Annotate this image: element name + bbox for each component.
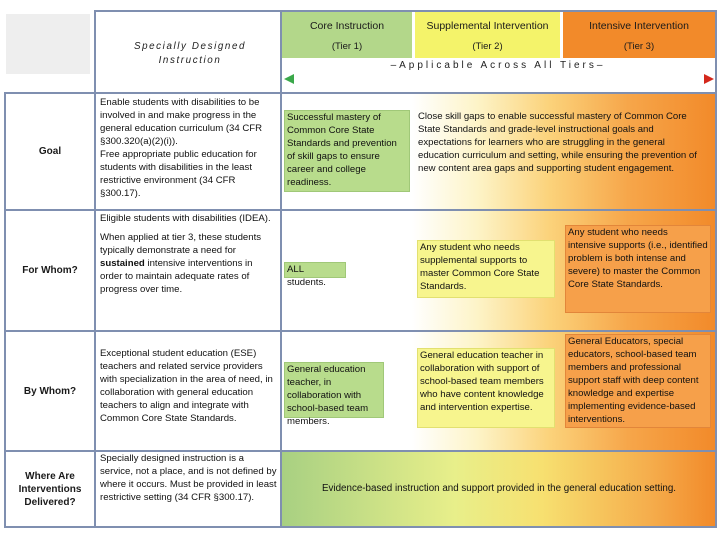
grid-line <box>4 209 717 211</box>
for-whom-sdi-tier3-pre: When applied at tier 3, these students typically demonstrate a need for <box>100 231 262 256</box>
row-label-by-whom: By Whom? <box>23 385 77 397</box>
corner-decor <box>6 14 90 74</box>
by-whom-tier2-box: General education teacher in collaboration with support of school-based team members who have content knowledge and intervention expertise. <box>417 348 555 428</box>
for-whom-tier2-box: Any student who needs supplemental supports to master Common Core State Standards. <box>417 240 555 298</box>
for-whom-tier1-box: ALL students. <box>284 262 346 278</box>
grid-line <box>4 526 717 528</box>
for-whom-sdi-tier3 <box>100 232 276 297</box>
for-whom-tier3-box: Any student who needs intensive supports (i.e., identified problem is both intense and severe) to master the Common Core State Standards. <box>565 225 711 313</box>
grid-line <box>94 10 717 12</box>
tier1-header <box>282 20 412 52</box>
grid-line <box>4 330 717 332</box>
tier3-label: (Tier 3) <box>623 41 655 52</box>
grid-line <box>4 92 717 94</box>
by-whom-tier1-box: General education teacher, in collaboration with school-based team members. <box>284 362 384 418</box>
grid-line <box>4 450 717 452</box>
for-whom-sdi-tier3-bold: sustained <box>100 257 145 269</box>
row-label-for-whom: For Whom? <box>22 265 78 276</box>
by-whom-tier3-box: General Educators, special educators, school-based team members and professional support staff with deep content knowledge and expertise implementing evidence-based interventions. <box>565 334 711 428</box>
where-all-tiers-text: Evidence-based instruction and support provided in the general education setting. <box>321 483 676 494</box>
by-whom-sdi-text: Exceptional student education (ESE) teachers and related service providers with specialization in the area of need, in collaboration with general education teachers to align and integrate with Common Core State Standards. <box>100 348 273 424</box>
tier2-header <box>415 20 560 52</box>
tier3-name: Intensive Intervention <box>589 20 689 32</box>
double-arrow-icon <box>284 72 714 86</box>
goal-tier1-box: Successful mastery of Common Core State Standards and prevention of skill gaps to ensure career and college readiness. <box>284 110 410 192</box>
goal-tier23-text: Close skill gaps to enable successful mastery of Common Core State Standards and grade-level instructional goals and expectations for learners who are struggling in the general education curriculum and setting, while ensuring the prevention of new content area gaps and supporting student engagement. <box>418 111 697 174</box>
tier3-header <box>563 20 715 52</box>
for-whom-sdi-text <box>100 213 276 297</box>
applicable-across-tiers: –Applicable Across All Tiers– <box>390 60 606 71</box>
row-label-goal: Goal <box>38 146 62 157</box>
tier2-label: (Tier 2) <box>472 41 503 52</box>
for-whom-sdi-tier3-post: intensive interventions in order to maintain adequate rates of progress over time. <box>100 257 253 295</box>
tier1-name: Core Instruction <box>309 20 385 32</box>
sdi-header-title: Specially Designed Instruction <box>133 41 247 67</box>
tier2-name: Supplemental Intervention <box>426 20 549 32</box>
where-sdi-text: Specially designed instruction is a service, not a place, and is not defined by where it occurs. Must be provided in least restrictive setting (34 CFR §300.17). <box>100 453 277 503</box>
goal-sdi-text: Enable students with disabilities to be involved in and make progress in the general education curriculum (34 CFR §300.320(a)(2)(i)). Free appropriate public education for students with disabilities in the least restrictive environment (34 CFR §300.17). <box>100 97 263 199</box>
tier1-label: (Tier 1) <box>331 41 363 52</box>
row-label-where: Where Are Interventions Delivered? <box>18 470 82 508</box>
for-whom-sdi-eligible: Eligible students with disabilities (IDEA). <box>100 213 271 224</box>
